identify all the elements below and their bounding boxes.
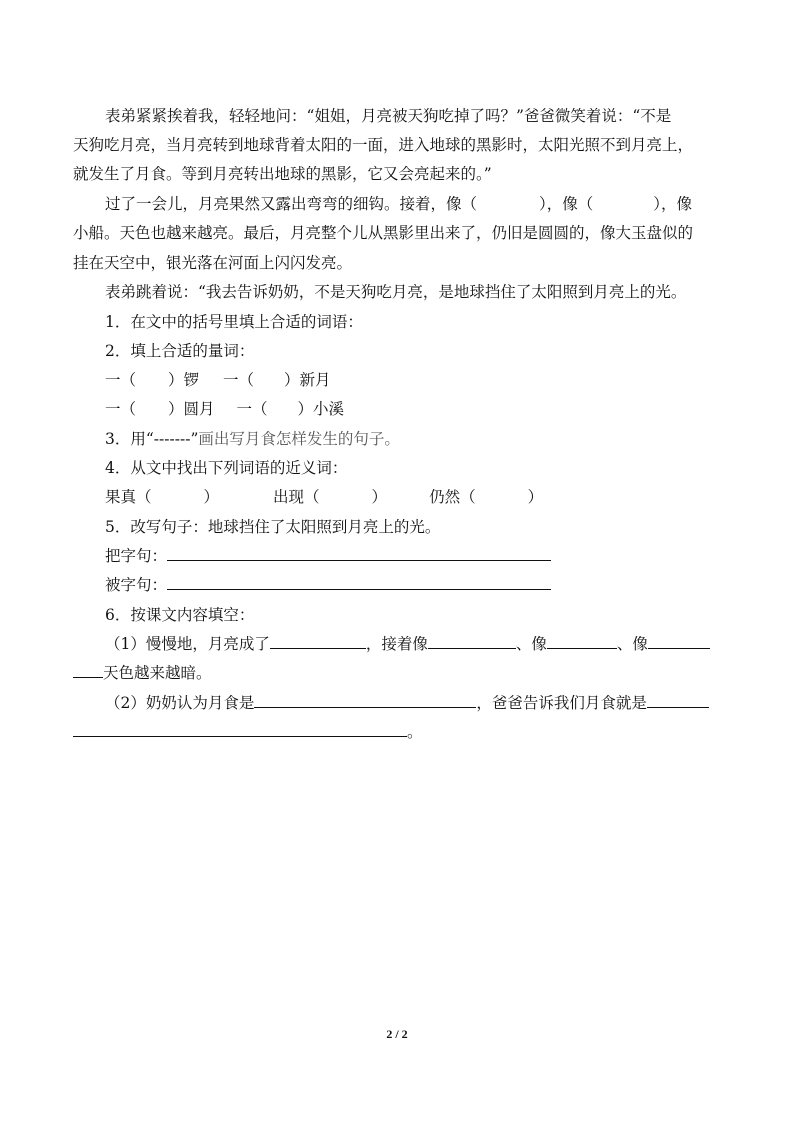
passage-line: 挂在天空中，银光落在河面上闪闪发亮。 — [73, 254, 353, 272]
answer-blank[interactable] — [167, 546, 551, 561]
answer-blank[interactable] — [167, 575, 551, 590]
answer-blank[interactable] — [547, 634, 617, 649]
question-5: 5．改写句子：地球挡住了太阳照到月亮上的光。 — [105, 518, 441, 536]
synonym-row: 果真（ ） 出现（ ） 仍然（ ） — [105, 488, 544, 506]
measure-word-row: 一（ ）圆月 一（ ）小溪 — [105, 400, 345, 418]
answer-blank[interactable] — [73, 663, 103, 678]
answer-blank[interactable] — [428, 634, 516, 649]
question-2: 2．填上合适的量词： — [105, 342, 255, 360]
passage-line: 小船。天色也越来越亮。最后，月亮整个儿从黑影里出来了，仍旧是圆圆的，像大玉盘似的 — [73, 224, 694, 242]
answer-blank[interactable] — [270, 634, 366, 649]
fill-row-2: （2）奶奶认为月食是 ，爸爸告诉我们月食就是 — [105, 693, 709, 713]
page-number: 2 / 2 — [386, 1027, 408, 1041]
passage-line: 就发生了月食。等到月亮转出地球的黑影，它又会亮起来的。” — [73, 165, 492, 183]
question-4: 4．从文中找出下列词语的近义词： — [105, 459, 348, 477]
passage-line: 表弟紧紧挨着我，轻轻地问：“姐姐，月亮被天狗吃掉了吗？”爸爸微笑着说：“不是 — [105, 107, 672, 125]
fill-row-2-cont: 。 — [73, 722, 423, 742]
answer-blank[interactable] — [73, 722, 407, 737]
ba-sentence-row: 把字句： — [105, 546, 551, 566]
passage-line: 表弟跳着说：“我去告诉奶奶，不是天狗吃月亮，是地球挡住了太阳照到月亮上的光。 — [105, 283, 687, 301]
answer-blank[interactable] — [254, 693, 476, 708]
fill-row-1: （1）慢慢地，月亮成了 ，接着像 、像 、像 — [105, 634, 710, 654]
question-6: 6．按课文内容填空： — [105, 606, 255, 624]
question-3: 3．用“-------”画出写月食怎样发生的句子。 — [105, 430, 400, 448]
question-1: 1．在文中的括号里填上合适的词语： — [105, 313, 363, 331]
bei-sentence-row: 被字句： — [105, 575, 551, 595]
answer-blank[interactable] — [648, 634, 710, 649]
answer-blank[interactable] — [647, 693, 709, 708]
passage-line: 过了一会儿，月亮果然又露出弯弯的细钩。接着，像（ ），像（ ），像 — [105, 195, 693, 213]
fill-row-1-cont: 天色越来越暗。 — [73, 663, 212, 683]
passage-line: 天狗吃月亮，当月亮转到地球背着太阳的一面，进入地球的黑影时，太阳光照不到月亮上， — [73, 136, 694, 154]
measure-word-row: 一（ ）锣 一（ ）新月 — [105, 371, 331, 389]
